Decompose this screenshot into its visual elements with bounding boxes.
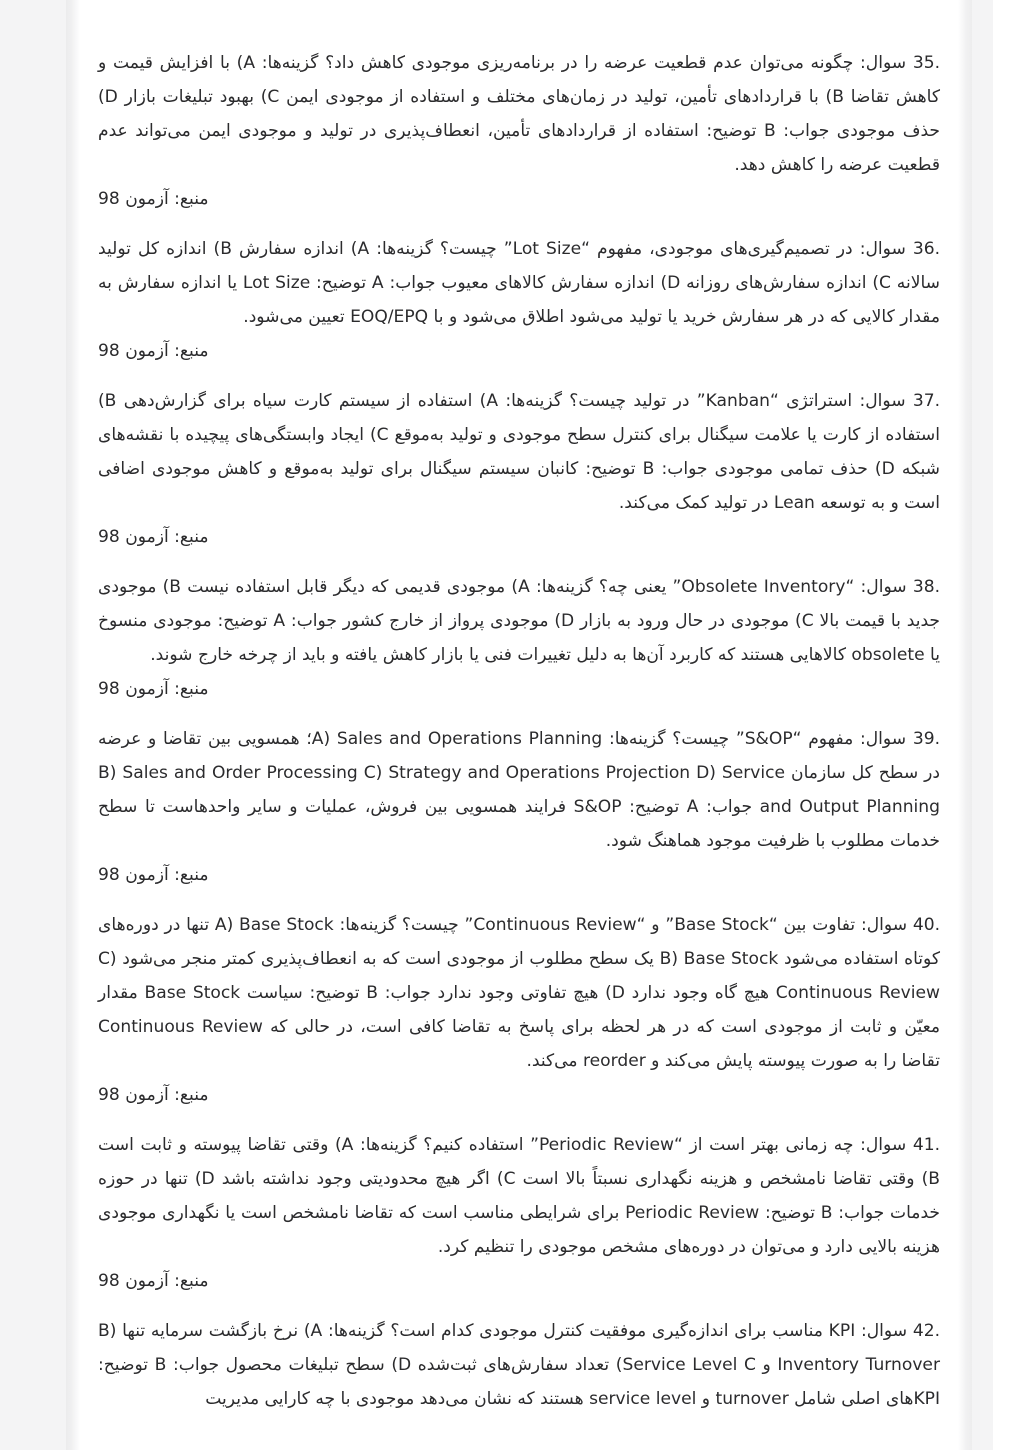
- qa-source: منبع: آزمون 98: [98, 527, 209, 547]
- qa-number: 41.: [912, 1135, 941, 1155]
- qa-body-text: سوال: در تصمیم‌گیری‌های موجودی، مفهوم “Lot Size” چیست؟ گزینه‌ها: A) اندازه سفارش B) اندازه کل تولید سالانه C) اندازه سفارش‌های روزانه D) اندازه سفارش کالاهای معیوب جواب: A توضیح: Lot Size یا اندازه سفارش به مقدار کالایی که در هر سفارش خرید یا تولید می‌شود اطلاق می‌شود و با EOQ/EPQ تعیین می‌شود.: [98, 239, 941, 327]
- qa-text: [98, 722, 940, 858]
- qa-number: 39.: [912, 729, 940, 749]
- qa-source: منبع: آزمون 98: [98, 189, 209, 209]
- qa-block: [98, 722, 940, 892]
- qa-source: منبع: آزمون 98: [98, 865, 209, 885]
- qa-body-text: سوال: KPI مناسب برای اندازه‌گیری موفقیت کنترل موجودی کدام است؟ گزینه‌ها: A) نرخ بازگشت سرمایه تنها B) Inventory Turnover و Service Level C) تعداد سفارش‌های ثبت‌شده D) سطح تبلیغات محصول جواب: B توضیح: KPIهای اصلی شامل turnover و service level هستند که نشان می‌دهد موجودی با چه کارایی مدیریت: [98, 1321, 940, 1409]
- qa-number: 37.: [912, 391, 941, 411]
- qa-body-text: سوال: استراتژی “Kanban” در تولید چیست؟ گزینه‌ها: A) استفاده از سیستم کارت سیاه برای گزارش‌دهی B) استفاده از کارت یا علامت سیگنال برای کنترل سطح موجودی و تولید به‌موقع C) ایجاد وابستگی‌های پیچیده با نقشه‌های شبکه D) حذف تمامی موجودی جواب: B توضیح: کانبان سیستم سیگنال برای تولید به‌موقع و کاهش موجودی اضافی است و به توسعه Lean در تولید کمک می‌کند.: [98, 391, 940, 513]
- document-content: [98, 46, 940, 1432]
- qa-text: [98, 1128, 940, 1264]
- qa-body-text: سوال: تفاوت بین “Base Stock” و “Continuous Review” چیست؟ گزینه‌ها: A) Base Stock تنها در دوره‌های کوتاه استفاده می‌شود B) Base Stock یک سطح مطلوب از موجودی است که به انعطاف‌پذیری کمتر منجر می‌شود C) Continuous Review هیچ گاه وجود ندارد D) هیچ تفاوتی وجود ندارد جواب: B توضیح: سیاست Base Stock مقدار معیّن و ثابت از موجودی است که در هر لحظه برای پاسخ به تقاضا کافی است، در حالی که Continuous Review تقاضا را به صورت پیوسته پایش می‌کند و reorder می‌کند.: [98, 915, 941, 1071]
- qa-block: [98, 1314, 940, 1416]
- qa-block: [98, 908, 940, 1112]
- qa-number: 38.: [912, 577, 941, 597]
- qa-text: [98, 1314, 940, 1416]
- qa-block: [98, 46, 940, 216]
- page-left-shadow: [66, 0, 80, 1450]
- qa-source: منبع: آزمون 98: [98, 1085, 209, 1105]
- qa-body-text: سوال: چگونه می‌توان عدم قطعیت عرضه را در برنامه‌ریزی موجودی کاهش داد؟ گزینه‌ها: A) با افزایش قیمت و کاهش تقاضا B) با قراردادهای تأمین، تولید در زمان‌های مختلف و استفاده از موجودی ایمن C) بهبود تبلیغات بازار D) حذف موجودی جواب: B توضیح: استفاده از قراردادهای تأمین، انعطاف‌پذیری در تولید و موجودی ایمن می‌تواند عدم قطعیت عرضه را کاهش دهد.: [98, 53, 941, 175]
- qa-block: [98, 570, 940, 706]
- qa-text: [98, 908, 940, 1078]
- qa-number: 35.: [912, 53, 940, 73]
- qa-text: [98, 570, 940, 672]
- qa-source: منبع: آزمون 98: [98, 1271, 209, 1291]
- qa-number: 36.: [912, 239, 941, 259]
- qa-body-text: سوال: “Obsolete Inventory” یعنی چه؟ گزینه‌ها: A) موجودی قدیمی که دیگر قابل استفاده نیست B) موجودی جدید با قیمت بالا C) موجودی در حال ورود به بازار D) موجودی پرواز از خارج کشور جواب: A توضیح: موجودی منسوخ یا obsolete کالاهایی هستند که کاربرد آن‌ها به دلیل تغییرات فنی یا بازار کاهش یافته و باید از چرخه خارج شوند.: [98, 577, 940, 665]
- qa-text: [98, 384, 940, 520]
- qa-number: 42.: [912, 1321, 941, 1341]
- page-left-edge-strip: [0, 0, 66, 1450]
- qa-number: 40.: [912, 915, 940, 935]
- qa-body-text: سوال: چه زمانی بهتر است از “Periodic Review” استفاده کنیم؟ گزینه‌ها: A) وقتی تقاضا پیوسته و ثابت است B) وقتی تقاضا نامشخص و هزینه نگهداری نسبتاً بالا است C) اگر هیچ محدودیتی وجود نداشته باشد D) تنها در حوزه خدمات جواب: B توضیح: Periodic Review برای شرایطی مناسب است که تقاضا نامشخص است یا نگهداری موجودی هزینه بالایی دارد و می‌توان در دوره‌های مشخص موجودی را تنظیم کرد.: [98, 1135, 940, 1257]
- qa-block: [98, 232, 940, 368]
- qa-source: منبع: آزمون 98: [98, 341, 209, 361]
- page-right-shadow: [958, 0, 972, 1450]
- page-right-edge-strip: [972, 0, 993, 1450]
- qa-body-text: سوال: مفهوم “S&OP” چیست؟ گزینه‌ها: A) Sales and Operations Planning؛ همسویی بین تقاضا و عرضه در سطح کل سازمان B) Sales and Order Processing C) Strategy and Operations Projection D) Service and Output Planning جواب: A توضیح: S&OP فرایند همسویی بین فروش، عملیات و سایر واحدهاست تا سطح خدمات مطلوب با ظرفیت موجود هماهنگ شود.: [98, 729, 940, 851]
- qa-source: منبع: آزمون 98: [98, 679, 209, 699]
- qa-block: [98, 1128, 940, 1298]
- qa-block: [98, 384, 940, 554]
- document-page: [80, 0, 958, 1450]
- qa-text: [98, 232, 940, 334]
- qa-text: [98, 46, 940, 182]
